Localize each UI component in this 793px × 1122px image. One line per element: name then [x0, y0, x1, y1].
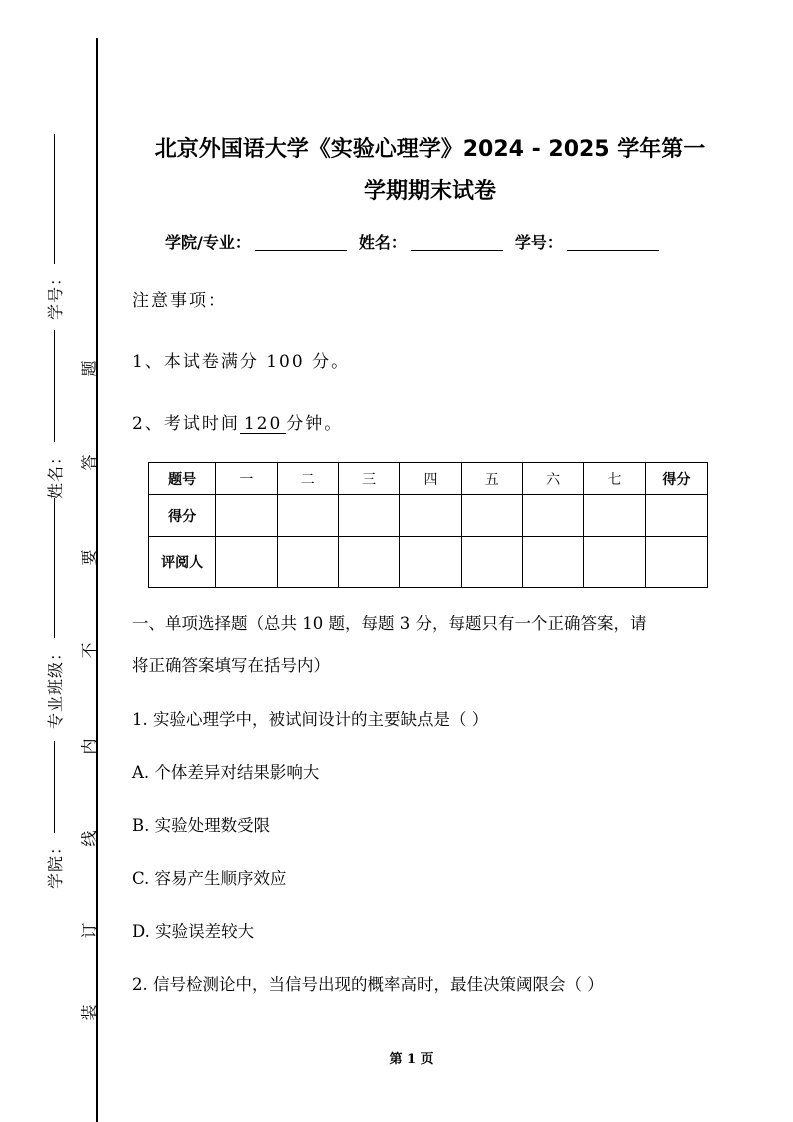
- side-label-student-id: 学号：: [45, 268, 65, 320]
- page-number: 第 1 页: [389, 1052, 434, 1067]
- section1-heading-line1: 一、单项选择题（总共 10 题，每题 3 分，每题只有一个正确答案，请: [132, 614, 647, 633]
- question-1-option-c: C. 容易产生顺序效应: [132, 869, 287, 888]
- grader-row: [149, 537, 708, 588]
- side-field-line: [54, 498, 55, 638]
- student-info-row: [165, 230, 671, 253]
- binding-warning-char: 内: [79, 737, 99, 755]
- side-field-line: [54, 134, 55, 264]
- header-cell: 二: [277, 463, 338, 495]
- binding-warning-char: 不: [79, 641, 99, 659]
- college-major-label: 学院/专业：: [165, 233, 251, 252]
- binding-warning-char: 线: [79, 829, 99, 847]
- exam-title-line2: 学期期末试卷: [363, 179, 496, 204]
- header-cell: 五: [461, 463, 522, 495]
- score-cell[interactable]: [400, 495, 461, 537]
- grader-cell[interactable]: [338, 537, 399, 588]
- score-cell[interactable]: [645, 495, 707, 537]
- student-id-label: 学号：: [514, 233, 563, 252]
- row-label: 评阅人: [149, 537, 216, 588]
- grader-cell[interactable]: [400, 537, 461, 588]
- question-1-option-b: B. 实验处理数受限: [132, 816, 271, 835]
- score-cell[interactable]: [461, 495, 522, 537]
- side-label-major-class: 专业班级：: [45, 643, 65, 729]
- grader-cell[interactable]: [584, 537, 645, 588]
- grader-cell[interactable]: [461, 537, 522, 588]
- notice-item-exam-time: 2、考试时间120分钟。: [132, 414, 344, 434]
- header-cell: 六: [522, 463, 583, 495]
- score-cell[interactable]: [522, 495, 583, 537]
- exam-title-line1: 北京外国语大学《实验心理学》2024 - 2025 学年第一: [154, 137, 706, 162]
- score-cell[interactable]: [216, 495, 277, 537]
- binding-warning-char: 要: [79, 548, 99, 566]
- binding-line: [96, 38, 98, 1122]
- college-major-blank[interactable]: [255, 234, 347, 251]
- question-2-stem: 2. 信号检测论中，当信号出现的概率高时，最佳决策阈限会（ ）: [132, 975, 604, 994]
- score-cell[interactable]: [277, 495, 338, 537]
- header-cell: 七: [584, 463, 645, 495]
- header-cell: 三: [338, 463, 399, 495]
- name-label: 姓名：: [358, 233, 407, 252]
- question-1-option-d: D. 实验误差较大: [132, 922, 255, 941]
- header-cell: 得分: [645, 463, 707, 495]
- exam-time-value: 120: [240, 415, 286, 434]
- row-label: 得分: [149, 495, 216, 537]
- header-cell: 一: [216, 463, 277, 495]
- header-cell: 四: [400, 463, 461, 495]
- side-label-name: 姓名：: [45, 447, 65, 499]
- question-1-option-a: A. 个体差异对结果影响大: [132, 763, 320, 782]
- binding-warning-char: 答: [79, 453, 99, 471]
- binding-warning-char: 题: [79, 359, 99, 377]
- score-table-header-row: [149, 463, 708, 495]
- binding-warning-char: 装: [79, 1003, 99, 1021]
- side-label-college: 学院：: [45, 837, 65, 889]
- side-field-line: [54, 741, 55, 833]
- score-row: [149, 495, 708, 537]
- binding-warning-char: 订: [79, 921, 99, 939]
- notice-heading: 注意事项：: [132, 291, 227, 311]
- notice-item-full-score: 1、本试卷满分 100 分。: [132, 352, 351, 372]
- grader-cell[interactable]: [277, 537, 338, 588]
- grader-cell[interactable]: [522, 537, 583, 588]
- section1-heading-line2: 将正确答案填写在括号内）: [132, 656, 330, 675]
- score-table: [148, 462, 708, 588]
- student-id-blank[interactable]: [567, 234, 659, 251]
- grader-cell[interactable]: [216, 537, 277, 588]
- grader-cell[interactable]: [645, 537, 707, 588]
- name-blank[interactable]: [411, 234, 503, 251]
- score-cell[interactable]: [584, 495, 645, 537]
- question-1-stem: 1. 实验心理学中，被试间设计的主要缺点是（ ）: [132, 710, 489, 729]
- header-cell: 题号: [149, 463, 216, 495]
- side-field-line: [54, 330, 55, 442]
- score-cell[interactable]: [338, 495, 399, 537]
